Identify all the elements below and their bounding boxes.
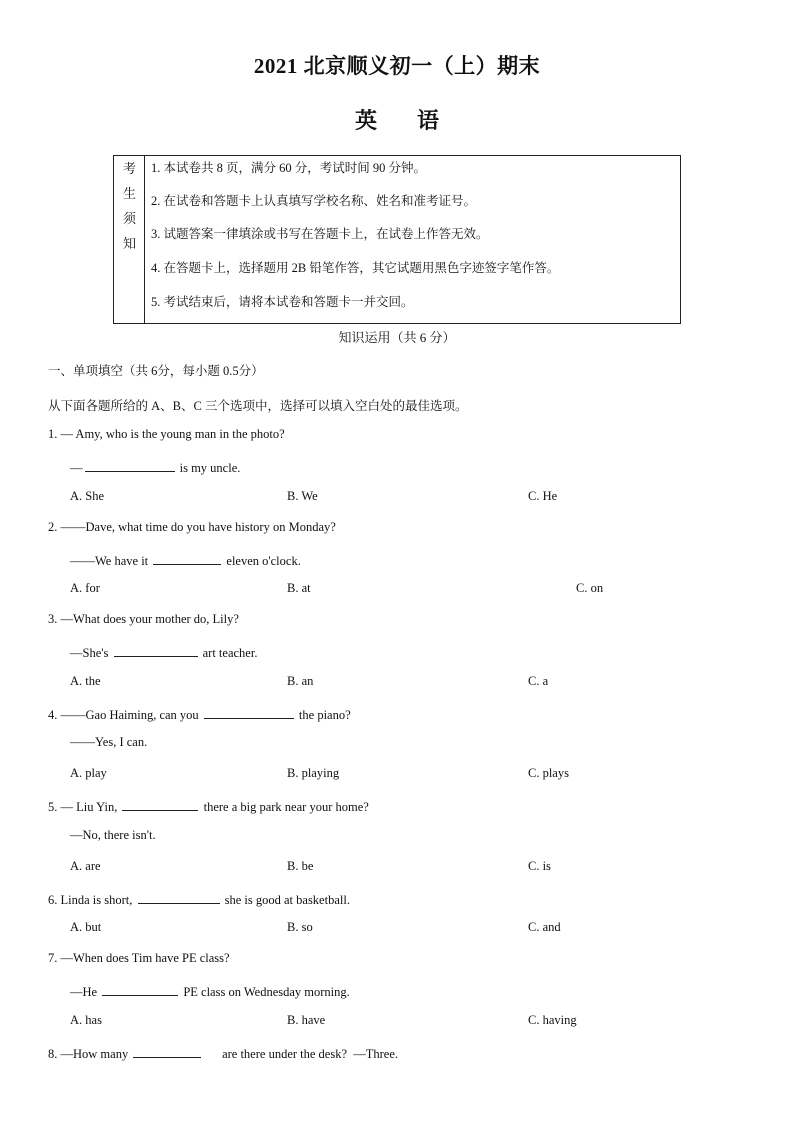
option-a: A. are [70,859,101,873]
exam-title: 2021 北京顺义初一（上）期末 [253,54,541,78]
exam-subject: 英语 [354,108,479,133]
part-instruction: 从下面各题所给的 A、B、C 三个选项中，选择可以填入空白处的最佳选项。 [48,399,468,413]
notice-label-char: 知 [122,236,136,251]
answer-blank [204,705,294,719]
option-c: C. and [528,920,561,934]
option-b: B. have [287,1013,326,1027]
notice-label [114,156,145,323]
notice-item: 3. 试题答案一律填涂或书写在答题卡上，在试卷上作答无效。 [151,227,489,241]
question-2-reply: ——We have it eleven o'clock. [70,551,301,569]
question-6-stem: 6. Linda is short, she is good at basketball. [48,890,350,908]
exam-notice-box [113,155,681,324]
notice-item: 5. 考试结束后，请将本试卷和答题卡一并交回。 [151,295,414,309]
answer-blank [122,797,198,811]
question-5-reply: —No, there isn't. [70,828,156,842]
question-8-stem: 8. —How many are there under the desk? —Three. [48,1044,398,1062]
question-2-stem: 2. ——Dave, what time do you have history on Monday? [48,520,336,534]
answer-blank [102,982,178,996]
question-4-stem: 4. ——Gao Haiming, can you the piano? [48,705,351,723]
answer-blank [85,458,175,472]
notice-label-char: 须 [122,211,136,226]
question-7-reply: —He PE class on Wednesday morning. [70,982,350,1000]
answer-blank [138,890,220,904]
notice-item: 2. 在试卷和答题卡上认真填写学校名称、姓名和准考证号。 [151,194,477,208]
answer-blank [153,551,221,565]
notice-label-char: 考 [122,161,136,176]
answer-blank [114,643,198,657]
part-heading: 一、单项填空（共 6分，每小题 0.5分） [48,364,264,378]
question-4-reply: ——Yes, I can. [70,735,148,749]
question-5-stem: 5. — Liu Yin, there a big park near your home? [48,797,369,815]
question-3-reply: —She's art teacher. [70,643,257,661]
option-c: C. on [576,581,604,595]
option-b: B. playing [287,766,340,780]
option-a: A. for [70,581,100,595]
option-c: C. He [528,489,558,503]
option-a: A. the [70,674,101,688]
option-c: C. plays [528,766,569,780]
option-b: B. at [287,581,311,595]
option-a: A. She [70,489,105,503]
notice-label-char: 生 [122,186,136,201]
option-a: A. but [70,920,102,934]
option-b: B. so [287,920,313,934]
question-7-stem: 7. —When does Tim have PE class? [48,951,230,965]
notice-item: 4. 在答题卡上，选择题用 2B 铅笔作答，其它试题用黑色字迹签字笔作答。 [151,261,560,275]
option-c: C. having [528,1013,577,1027]
option-b: B. be [287,859,314,873]
section-title: 知识运用（共 6 分） [338,330,456,345]
answer-blank [133,1044,201,1058]
question-1-reply: — is my uncle. [70,458,240,476]
option-b: B. an [287,674,314,688]
question-3-stem: 3. —What does your mother do, Lily? [48,612,239,626]
option-b: B. We [287,489,318,503]
option-a: A. play [70,766,107,780]
option-c: C. a [528,674,549,688]
notice-item: 1. 本试卷共 8 页，满分 60 分，考试时间 90 分钟。 [151,161,427,175]
option-a: A. has [70,1013,102,1027]
question-1-stem: 1. — Amy, who is the young man in the photo? [48,427,285,441]
option-c: C. is [528,859,551,873]
